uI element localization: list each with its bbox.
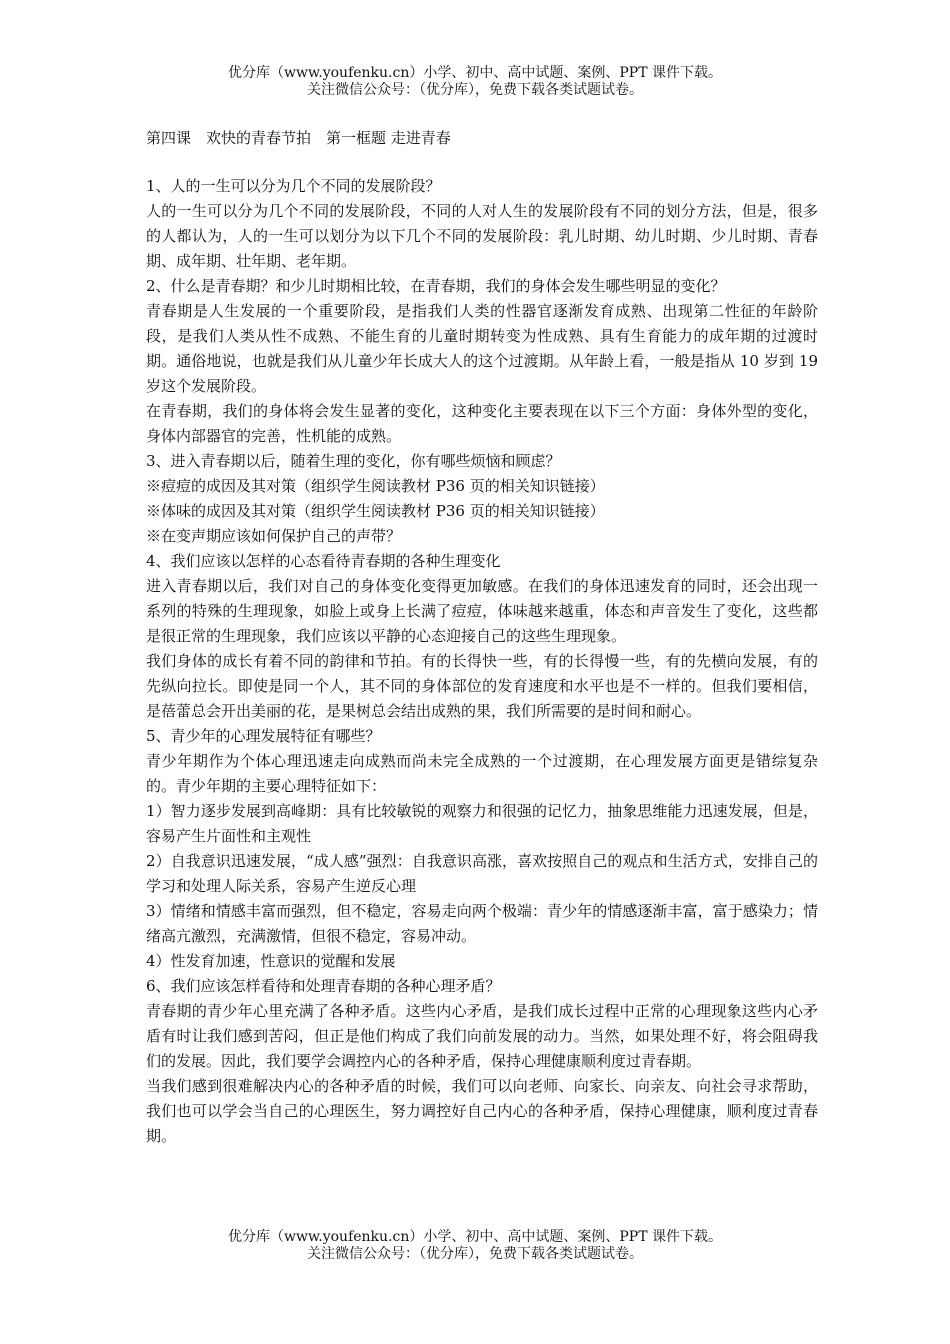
note-item: ※体味的成因及其对策（组织学生阅读教材 P36 页的相关知识链接）: [146, 502, 605, 520]
feature-item: 3）情绪和情感丰富而强烈，但不稳定，容易走向两个极端：青少年的情感逐渐丰富，富于感染力；情绪高亢激烈，充满激情，但很不稳定，容易冲动。: [146, 902, 818, 945]
note-item: ※痘痘的成因及其对策（组织学生阅读教材 P36 页的相关知识链接）: [146, 477, 605, 495]
lesson-title: 第四课 欢快的青春节拍 第一框题 走进青春: [146, 129, 451, 147]
answer-paragraph: 青少年期作为个体心理迅速走向成熟而尚未完全成熟的一个过渡期，在心理发展方面更是错综复杂的。青少年期的主要心理特征如下：: [146, 752, 818, 795]
note-item: ※在变声期应该如何保护自己的声带？: [146, 527, 402, 545]
document-body: [146, 174, 818, 1149]
header-line-2: 关注微信公众号：（优分库），免费下载各类试题试卷。: [307, 82, 643, 98]
question-6: 6、我们应该怎样看待和处理青春期的各种心理矛盾？: [146, 977, 501, 995]
answer-paragraph: 我们身体的成长有着不同的韵律和节拍。有的长得快一些，有的长得慢一些，有的先横向发展，有的先纵向拉长。即使是同一个人，其不同的身体部位的发育速度和水平也是不一样的。但我们要相信，是蓓蕾总会开出美丽的花，是果树总会结出成熟的果，我们所需要的是时间和耐心。: [146, 652, 818, 720]
answer-paragraph: 人的一生可以分为几个不同的发展阶段，不同的人对人生的发展阶段有不同的划分方法，但是，很多的人都认为，人的一生可以划分为以下几个不同的发展阶段：乳儿时期、幼儿时期、少儿时期、青春期、成年期、壮年期、老年期。: [146, 202, 818, 270]
answer-paragraph: 青春期是人生发展的一个重要阶段，是指我们人类的性器官逐渐发育成熟、出现第二性征的年龄阶段，是我们人类从性不成熟、不能生育的儿童时期转变为性成熟、具有生育能力的成年期的过渡时期。通俗地说，也就是我们从儿童少年长成大人的这个过渡期。从年龄上看，一般是指从 10 岁到 19 岁这个发展阶段。: [146, 302, 818, 395]
page-footer: [0, 1229, 950, 1263]
answer-paragraph: 当我们感到很难解决内心的各种矛盾的时候，我们可以向老师、向家长、向亲友、向社会寻求帮助，我们也可以学会当自己的心理医生，努力调控好自己内心的各种矛盾，保持心理健康，顺利度过青春期。: [146, 1077, 818, 1145]
feature-item: 4）性发育加速，性意识的觉醒和发展: [146, 952, 396, 970]
footer-line-1: 优分库（www.youfenku.cn）小学、初中、高中试题、案例、PPT 课件下载。: [227, 1229, 722, 1245]
answer-paragraph: 进入青春期以后，我们对自己的身体变化变得更加敏感。在我们的身体迅速发育的同时，还会出现一系列的特殊的生理现象，如脸上或身上长满了痘痘，体味越来越重，体态和声音发生了变化，这些都是很正常的生理现象，我们应该以平静的心态迎接自己的这些生理现象。: [146, 577, 818, 645]
footer-line-2: 关注微信公众号：（优分库），免费下载各类试题试卷。: [307, 1246, 643, 1262]
feature-item: 2）自我意识迅速发展，“成人感”强烈：自我意识高涨，喜欢按照自己的观点和生活方式，安排自己的学习和处理人际关系，容易产生逆反心理: [146, 852, 818, 895]
header-line-1: 优分库（www.youfenku.cn）小学、初中、高中试题、案例、PPT 课件下载。: [227, 65, 722, 81]
question-4: 4、我们应该以怎样的心态看待青春期的各种生理变化: [146, 552, 501, 570]
answer-paragraph: 青春期的青少年心里充满了各种矛盾。这些内心矛盾，是我们成长过程中正常的心理现象这些内心矛盾有时让我们感到苦闷，但正是他们构成了我们向前发展的动力。当然，如果处理不好，将会阻碍我们的发展。因此，我们要学会调控内心的各种矛盾，保持心理健康顺利度过青春期。: [146, 1002, 818, 1070]
answer-paragraph: 在青春期，我们的身体将会发生显著的变化，这种变化主要表现在以下三个方面：身体外型的变化，身体内部器官的完善，性机能的成熟。: [146, 402, 818, 445]
question-3: 3、进入青春期以后，随着生理的变化，你有哪些烦恼和顾虑？: [146, 452, 561, 470]
question-1: 1、人的一生可以分为几个不同的发展阶段？: [146, 177, 441, 195]
page-header: [0, 65, 950, 99]
feature-item: 1）智力逐步发展到高峰期：具有比较敏锐的观察力和很强的记忆力，抽象思维能力迅速发展，但是，容易产生片面性和主观性: [146, 802, 818, 845]
question-5: 5、青少年的心理发展特征有哪些？: [146, 727, 381, 745]
question-2: 2、什么是青春期？和少儿时期相比较，在青春期，我们的身体会发生哪些明显的变化？: [146, 277, 726, 295]
